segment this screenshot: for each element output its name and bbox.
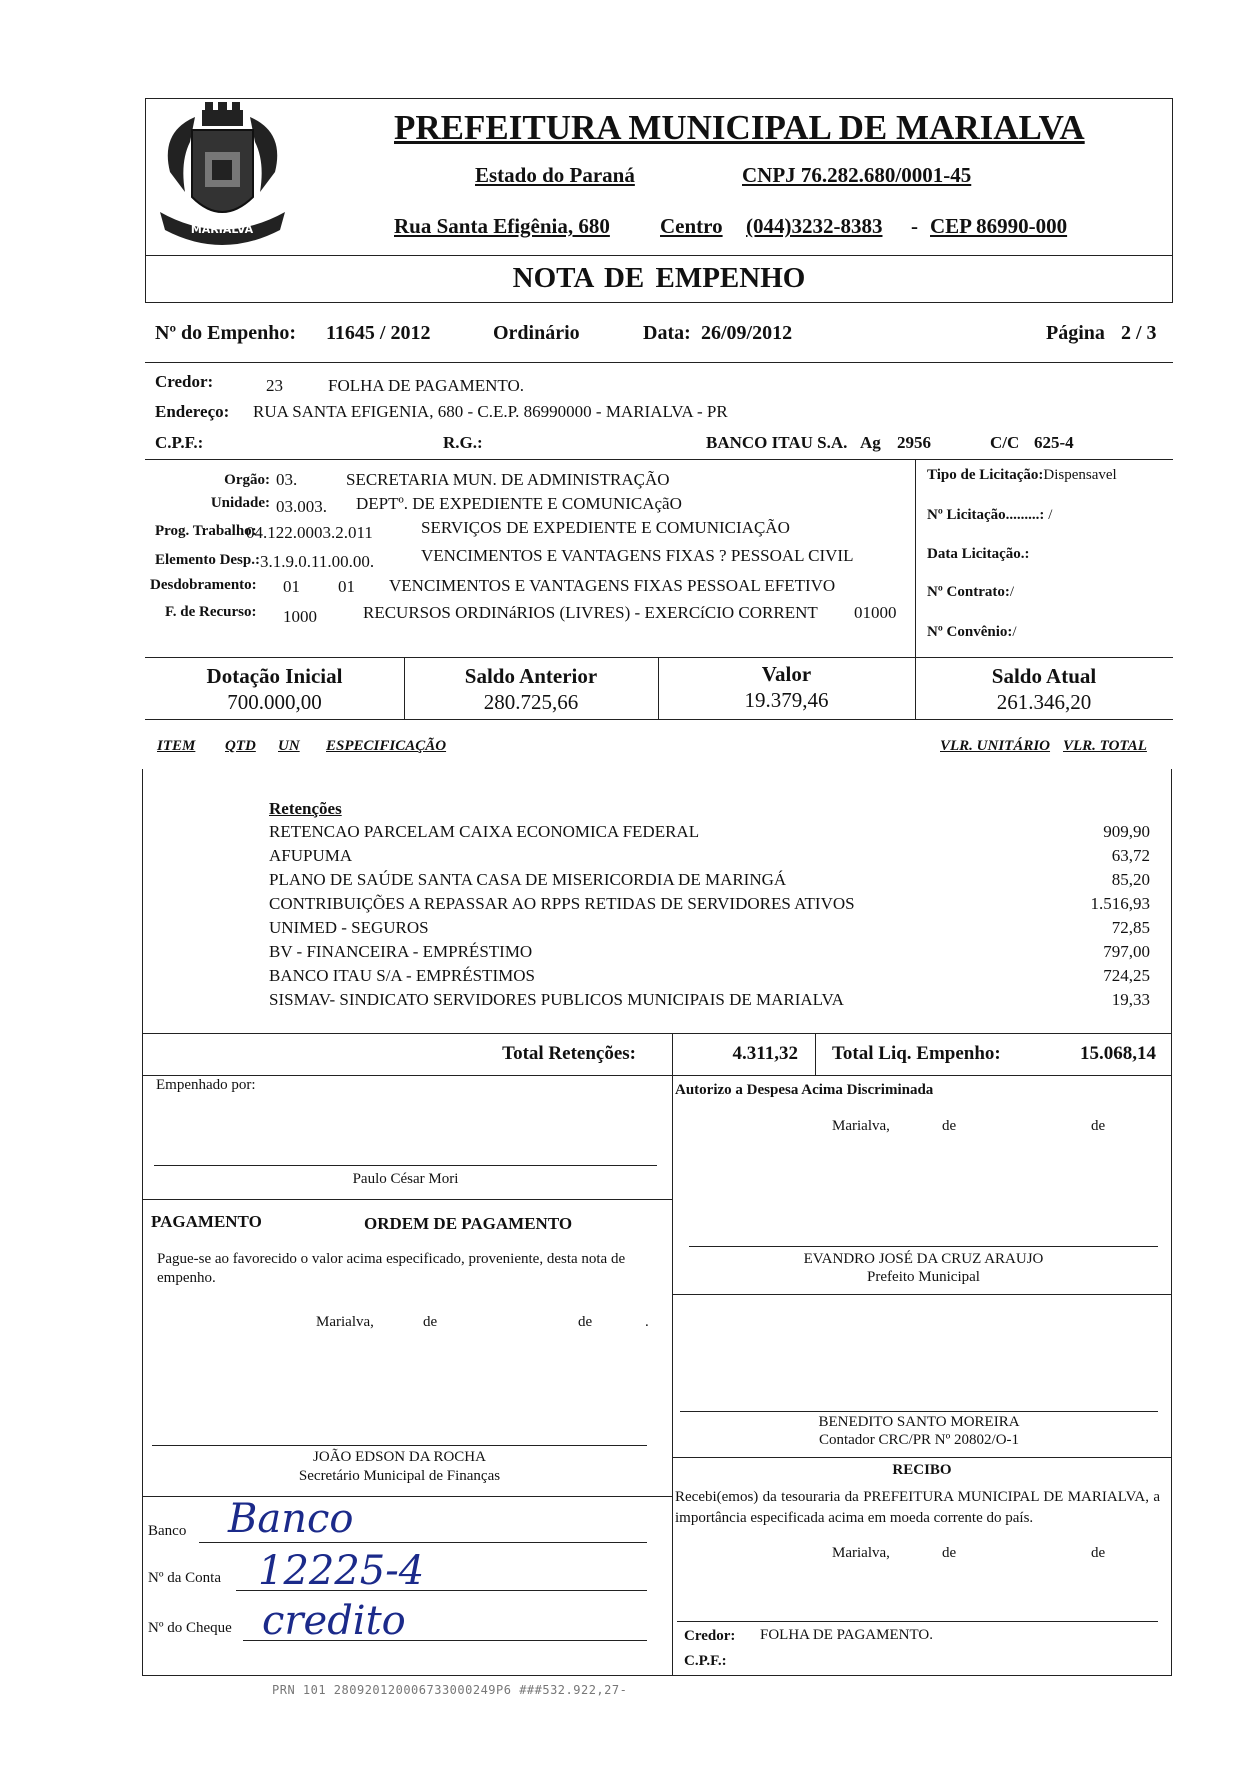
conta-handwritten: 12225-4 [258,1548,425,1594]
prefeito-title: Prefeito Municipal [867,1269,980,1285]
orgao-desc: SECRETARIA MUN. DE ADMINISTRAÇÃO [346,470,670,489]
retencao-desc: BV - FINANCEIRA - EMPRÉSTIMO [269,942,533,961]
contador-title: Contador CRC/PR Nº 20802/O-1 [818,1432,1020,1448]
recibo-text: Recebi(emos) da tesouraria da PREFEITURA MUNICIPAL DE MARIALVA, a importância especificada acima em moeda corrente do país. [675,1489,1160,1526]
retencoes-title: Retenções [269,799,342,818]
credor-name: FOLHA DE PAGAMENTO. [328,376,524,395]
autorizo-de2: de [1091,1118,1106,1134]
prog-code: 04.122.0003.2.011 [246,523,373,542]
contrato [927,584,1014,601]
licitacao-type [927,467,1117,484]
valor-value: 19.379,46 [744,688,829,712]
footer-code: PRN 101 280920120006733000249P6 ###532.922,27- [272,1683,628,1697]
pagamento-dot: . [645,1314,649,1330]
prog-desc: SERVIÇOS DE EXPEDIENTE E COMUNICIAÇÃO [421,518,790,537]
desdobramento-desc: VENCIMENTOS E VANTAGENS FIXAS PESSOAL EFETIVO [389,576,836,595]
header-divider [145,255,1173,256]
info-divider [145,362,1173,363]
account-value: 625-4 [1034,433,1074,452]
retencao-value: 85,20 [1111,870,1150,889]
credor-label: Credor: [155,372,214,391]
retencao-value: 1.516,93 [1090,894,1150,913]
orgao-label: Orgão: [224,472,270,488]
totals-bottom-line [142,1075,1172,1076]
recibo-credor-value: FOLHA DE PAGAMENTO. [760,1627,933,1643]
licitacao-type-value: Dispensavel [1043,467,1117,483]
pagamento-text: Pague-se ao favorecido o valor acima especificado, proveniente, desta nota de empenho. [157,1251,626,1286]
budget-vertical-divider [915,459,916,657]
pagamento-de2: de [578,1314,593,1330]
cheque-handwritten: credito [262,1598,406,1644]
retencao-value: 72,85 [1111,918,1150,937]
autorizo-place: Marialva, [832,1118,890,1134]
total-liquido-label: Total Liq. Empenho: [832,1043,1001,1064]
licitacao-number-label: Nº Licitação.........: [927,507,1045,523]
recibo-signature-line [677,1621,1158,1622]
financas-signer-name: JOÃO EDSON DA ROCHA [313,1449,486,1465]
desdobramento-label: Desdobramento: [150,577,257,593]
pagamento-de1: de [423,1314,438,1330]
empenho-label: Nº do Empenho: [155,322,297,344]
state-name: Estado do Paraná [475,163,635,187]
retencao-value: 724,25 [1103,966,1150,985]
pagamento-label: PAGAMENTO [151,1212,262,1231]
total-liquido-value: 15.068,14 [1080,1043,1156,1064]
financas-bottom-line [142,1496,672,1497]
retencao-value: 19,33 [1111,990,1150,1009]
orgao-code: 03. [276,470,298,489]
totals-top-line [142,1033,1172,1034]
date-label: Data: [643,322,691,344]
recurso-extra: 01000 [854,603,897,622]
agency-label: Ag [860,433,881,452]
items-right-border [1171,769,1172,1676]
unidade-code: 03.003. [276,497,327,516]
totals-divider-1 [672,1033,673,1075]
endereco-value: RUA SANTA EFIGENIA, 680 - C.E.P. 86990000 - MARIALVA - PR [253,402,728,421]
saldos-bottom-line [145,719,1173,720]
cep: CEP 86990-000 [930,214,1068,238]
unidade-label: Unidade: [210,495,270,511]
bank-name: BANCO ITAU S.A. [706,433,848,452]
saldos-top-line [145,657,1173,658]
retencao-desc: CONTRIBUIÇÕES A REPASSAR AO RPPS RETIDAS DE SERVIDORES ATIVOS [269,894,855,913]
saldo-atual-value: 261.346,20 [996,690,1092,714]
elemento-desc: VENCIMENTOS E VANTAGENS FIXAS ? PESSOAL CIVIL [421,546,854,565]
address-dash: - [911,214,918,238]
retencao-value: 797,00 [1103,942,1150,961]
retencao-desc: BANCO ITAU S/A - EMPRÉSTIMOS [269,966,535,985]
elemento-code: 3.1.9.0.11.00.00. [260,552,375,571]
contador-name: BENEDITO SANTO MOREIRA [818,1414,1020,1430]
col-un: UN [278,738,300,754]
contrato-label: Nº Contrato: [927,584,1010,600]
financas-signer-title: Secretário Municipal de Finanças [298,1468,501,1484]
endereco-label: Endereço: [155,402,230,421]
convenio-value: / [1012,624,1017,640]
desdobramento-code1: 01 [283,577,300,596]
recibo-cpf-label: C.P.F.: [684,1653,727,1669]
credor-code: 23 [266,376,283,395]
unidade-desc: DEPTº. DE EXPEDIENTE E COMUNICAçãO [356,494,682,513]
financas-signature-line [152,1445,647,1446]
col-vlr-total: VLR. TOTAL [1063,738,1147,754]
licitacao-type-label: Tipo de Licitação: [927,467,1044,483]
street-address: Rua Santa Efigênia, 680 [394,214,610,238]
rg-label: R.G.: [443,433,483,452]
prefeito-name: EVANDRO JOSÉ DA CRUZ ARAUJO [803,1251,1044,1267]
recurso-label: F. de Recurso: [165,604,257,620]
col-item: ITEM [157,738,196,754]
date-value: 26/09/2012 [701,322,793,344]
empenho-type: Ordinário [493,322,580,344]
licitacao-number-value: / [1048,507,1053,523]
cpf-label: C.P.F.: [155,433,204,452]
recurso-code: 1000 [283,607,317,626]
dotacao-inicial-value: 700.000,00 [227,690,322,714]
retencao-desc: RETENCAO PARCELAM CAIXA ECONOMICA FEDERAL [269,822,700,841]
banco-line [199,1542,647,1543]
empenhado-bottom-line [142,1199,672,1200]
recurso-desc: RECURSOS ORDINáRIOS (LIVRES) - EXERCíCIO CORRENT [363,603,818,622]
recibo-de2: de [1091,1545,1106,1561]
elemento-label: Elemento Desp.: [155,552,260,568]
recibo-title: RECIBO [892,1462,952,1478]
saldo-anterior-value: 280.725,66 [483,690,579,714]
dotacao-inicial-label: Dotação Inicial [206,664,343,688]
items-left-border [142,769,143,1676]
licitacao-number [927,507,1052,524]
convenio-label: Nº Convênio: [927,624,1013,640]
account-label: C/C [990,433,1020,452]
municipality-title: PREFEITURA MUNICIPAL DE MARIALVA [394,108,1085,147]
total-retencoes-value: 4.311,32 [732,1043,798,1064]
ordem-pagamento-label: ORDEM DE PAGAMENTO [364,1214,573,1233]
pagamento-place: Marialva, [316,1314,374,1330]
col-qtd: QTD [225,738,256,754]
municipal-crest-icon [150,102,295,252]
contador-signature-line [680,1411,1158,1412]
empenho-number: 11645 / 2012 [326,322,431,344]
retencao-desc: AFUPUMA [269,846,353,865]
retencao-value: 63,72 [1111,846,1150,865]
total-retencoes-label: Total Retenções: [502,1043,636,1064]
phone: (044)3232-8383 [746,214,883,238]
bottom-border [142,1675,1172,1676]
contador-bottom-line [672,1457,1172,1458]
district: Centro [660,214,723,238]
valor-label: Valor [761,662,812,686]
crest-text: MARIALVA [190,223,254,236]
autorizo-de1: de [942,1118,957,1134]
cnpj: CNPJ 76.282.680/0001-45 [742,163,972,187]
prog-label: Prog. Trabalho: [155,523,257,539]
retencao-value: 909,90 [1103,822,1150,841]
document-title: NOTA DE EMPENHO [512,262,806,294]
bottom-center-divider [672,1075,673,1676]
saldo-atual-label: Saldo Atual [991,664,1097,688]
prefeito-bottom-line [672,1294,1172,1295]
agency-value: 2956 [897,433,931,452]
retencao-desc: SISMAV- SINDICATO SERVIDORES PUBLICOS MUNICIPAIS DE MARIALVA [269,990,844,1009]
prefeito-signature-line [689,1246,1158,1247]
empenhado-name: Paulo César Mori [352,1171,459,1187]
banco-label: Banco [148,1523,187,1539]
retencao-desc: PLANO DE SAÚDE SANTA CASA DE MISERICORDIA DE MARINGÁ [269,870,787,889]
totals-divider-2 [815,1033,816,1075]
convenio [927,624,1017,641]
page-label: Página [1046,322,1105,344]
col-especificacao: ESPECIFICAÇÃO [326,738,447,754]
desdobramento-code2: 01 [338,577,355,596]
contrato-value: / [1009,584,1015,600]
autorizo-label: Autorizo a Despesa Acima Discriminada [675,1082,934,1098]
empenhado-label: Empenhado por: [156,1077,256,1093]
page-value: 2 / 3 [1121,322,1157,344]
cheque-label: Nº do Cheque [148,1620,232,1636]
licitacao-date-label: Data Licitação.: [927,546,1030,562]
credor-divider [145,459,1173,460]
conta-label: Nº da Conta [148,1570,221,1586]
empenhado-signature-line [154,1165,657,1166]
retencao-desc: UNIMED - SEGUROS [269,918,429,937]
recibo-place: Marialva, [832,1545,890,1561]
saldo-anterior-label: Saldo Anterior [464,664,598,688]
recibo-de1: de [942,1545,957,1561]
banco-handwritten: Banco [228,1496,354,1542]
recibo-credor-label: Credor: [684,1628,736,1644]
col-vlr-unitario: VLR. UNITÁRIO [940,738,1051,754]
